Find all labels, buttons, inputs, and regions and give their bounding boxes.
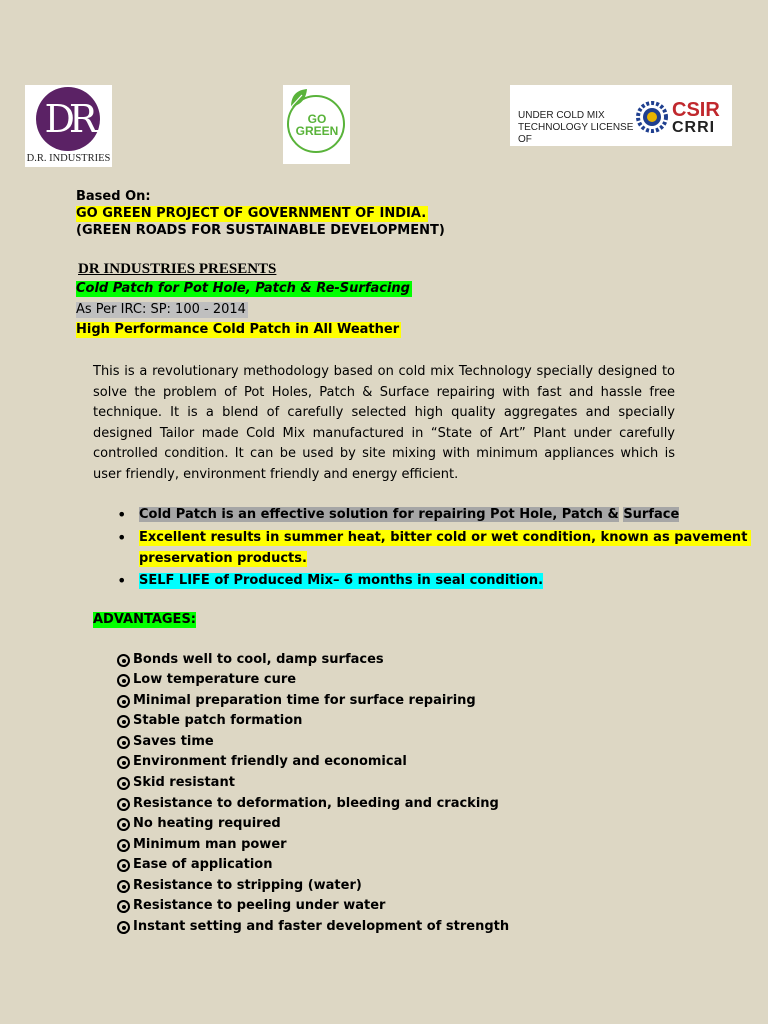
standard-reference: As Per IRC: SP: 100 - 2014 [76,302,246,317]
bullet-dot: • [117,505,127,524]
advantage-item: Resistance to deformation, bleeding and cracking [133,796,499,811]
bullet-2-line-1: Excellent results in summer heat, bitter cold or wet condition, known as pavement [139,530,751,546]
csir-name: CSIR [672,99,720,121]
project-title: GO GREEN PROJECT OF GOVERNMENT OF INDIA. [76,206,427,221]
bullet-2-line-2: preservation products. [139,551,307,566]
csir-line-2: TECHNOLOGY LICENSE OF [518,122,634,145]
circle-bullet-icon [117,715,130,728]
advantage-item: No heating required [133,816,281,831]
bullet-1-surface: Surface [623,507,680,522]
circle-bullet-icon [117,839,130,852]
gear-emblem-icon [636,101,668,133]
advantage-item: Stable patch formation [133,713,303,728]
circle-bullet-icon [117,818,130,831]
description-paragraph: This is a revolutionary methodology based on cold mix Technology specially designed to solve the problem of Pot Holes, Patch & Surface repairing with fast and hassle free technique. It is a blend of carefully selected high quality aggregates and specially designed Tailor made Cold Mix manufactured in “State of Art” Plant under carefully controlled condition. It can be used by site mixing with minimum appliances which is user friendly, environment friendly and energy efficient. [93,364,675,482]
dr-logo-mark: DR [44,97,92,141]
advantage-item: Saves time [133,734,214,749]
circle-bullet-icon [117,695,130,708]
bullet-dot: • [117,528,127,547]
csir-license-text [518,110,638,146]
csir-line-1: UNDER COLD MIX [518,110,605,121]
project-subtitle: (GREEN ROADS FOR SUSTAINABLE DEVELOPMENT) [76,223,445,238]
bullet-item-1 [139,507,679,523]
circle-bullet-icon [117,777,130,790]
advantage-item: Skid resistant [133,775,235,790]
dr-logo-name: D.R. INDUSTRIES [26,153,111,164]
circle-bullet-icon [117,674,130,687]
circle-bullet-icon [117,798,130,811]
circle-bullet-icon [117,654,130,667]
advantages-heading: ADVANTAGES: [93,612,197,627]
dr-industries-logo [25,85,112,167]
circle-bullet-icon [117,880,130,893]
bullet-3: SELF LIFE of Produced Mix– 6 months in seal condition. [139,573,544,588]
presents-title: DR INDUSTRIES PRESENTS [78,261,277,277]
advantage-item: Minimum man power [133,837,287,852]
product-name: Cold Patch for Pot Hole, Patch & Re-Surfacing [76,281,410,296]
advantage-item: Minimal preparation time for surface repairing [133,693,476,708]
advantage-item: Ease of application [133,857,273,872]
based-on-label: Based On: [76,189,151,204]
advantage-item: Low temperature cure [133,672,297,687]
advantage-item: Resistance to peeling under water [133,898,386,913]
go-green-logo [283,85,350,164]
circle-bullet-icon [117,900,130,913]
circle-bullet-icon [117,736,130,749]
advantage-item: Resistance to stripping (water) [133,878,362,893]
circle-bullet-icon [117,859,130,872]
advantage-item: Instant setting and faster development of strength [133,919,510,934]
advantage-item: Bonds well to cool, damp surfaces [133,652,384,667]
advantage-item: Environment friendly and economical [133,754,407,769]
bullet-dot: • [117,571,127,590]
crri-name: CRRI [672,119,716,136]
csir-crri-logo [510,85,732,146]
leaf-icon [287,87,309,109]
circle-bullet-icon [117,756,130,769]
circle-bullet-icon [117,921,130,934]
product-tagline: High Performance Cold Patch in All Weather [76,322,400,337]
go-green-text: GO GREEN [295,112,339,138]
bullet-1-text: Cold Patch is an effective solution for repairing Pot Hole, Patch & [139,507,619,522]
